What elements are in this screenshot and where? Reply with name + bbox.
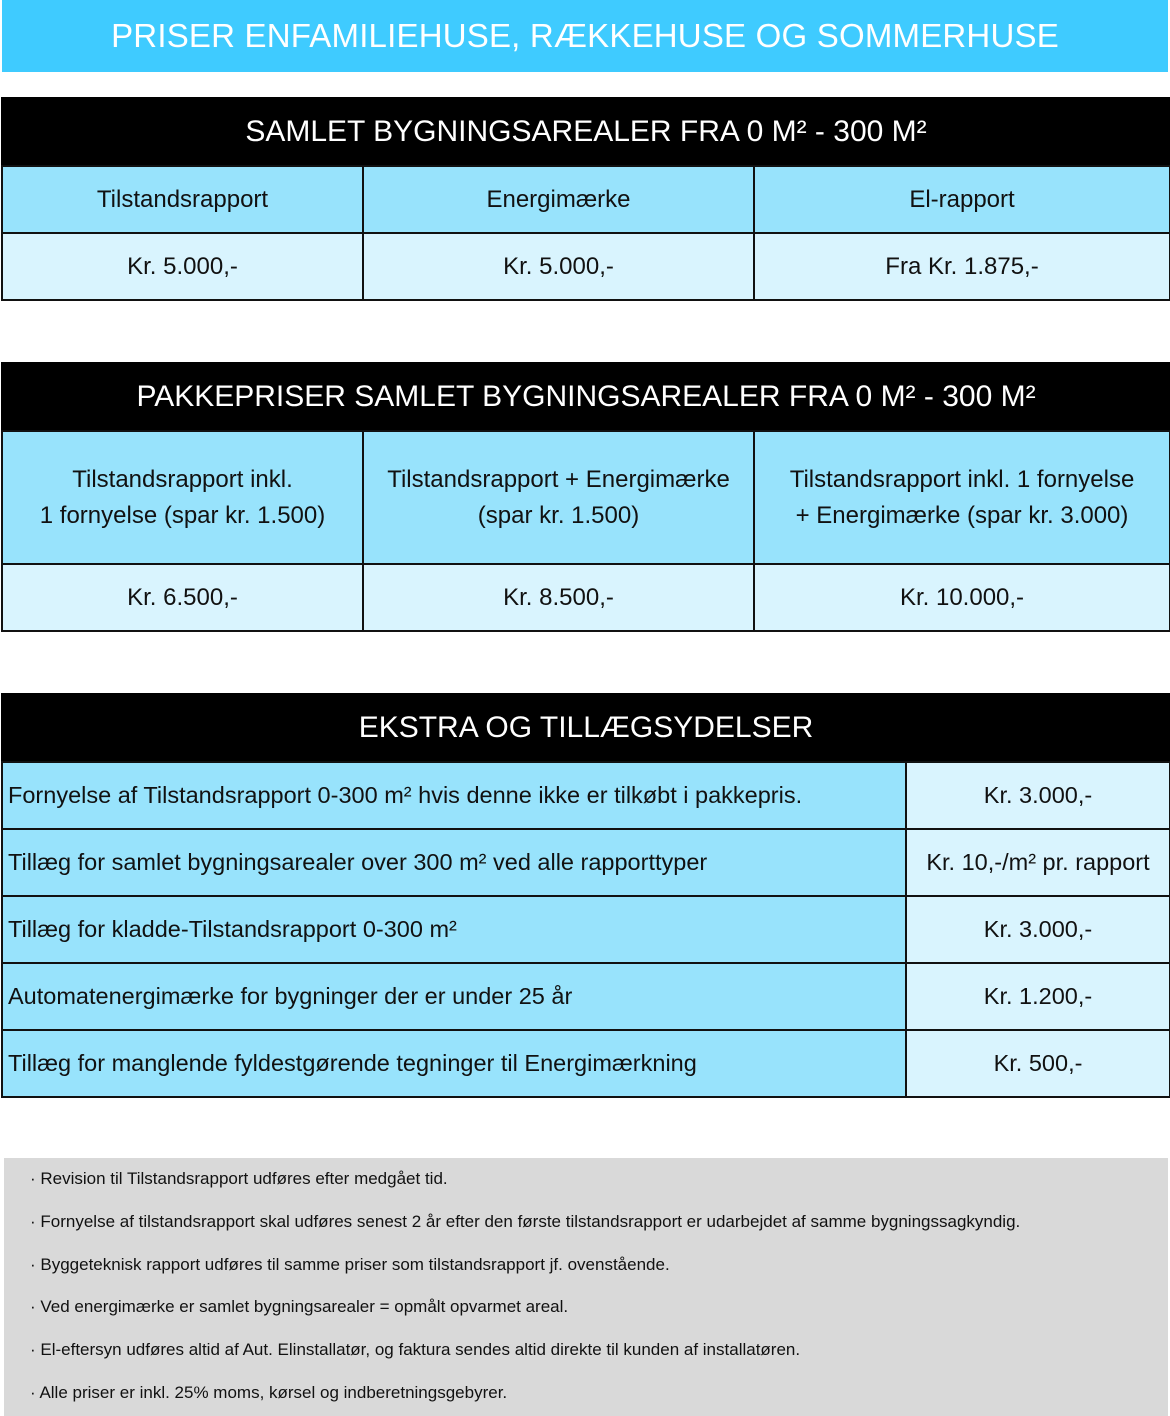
- extra-price: Kr. 3.000,-: [906, 896, 1170, 963]
- package-label-1-line2: 1 fornyelse (spar kr. 1.500): [39, 501, 326, 529]
- note-item: · El-eftersyn udføres altid af Aut. Elinstallatør, og faktura sendes altid direkte til kunden af installatøren.: [30, 1340, 801, 1360]
- table-row: [2, 896, 1170, 963]
- extra-description: Fornyelse af Tilstandsrapport 0-300 m² hvis denne ikke er tilkøbt i pakkepris.: [2, 762, 906, 829]
- price-energimaerke: Kr. 5.000,-: [363, 233, 754, 300]
- extra-description: Tillæg for samlet bygningsarealer over 300 m² ved alle rapporttyper: [2, 829, 906, 896]
- extra-price: Kr. 1.200,-: [906, 963, 1170, 1030]
- section-title-basic: SAMLET BYGNINGSAREALER FRA 0 M² - 300 M²: [2, 98, 1170, 166]
- package-label-1: [2, 431, 363, 564]
- table-row: [2, 829, 1170, 896]
- extra-description: Tillæg for kladde-Tilstandsrapport 0-300 m²: [2, 896, 906, 963]
- page-title-banner: [2, 0, 1168, 72]
- note-item: · Fornyelse af tilstandsrapport skal udføres senest 2 år efter den første tilstandsrapport er udarbejdet af samme bygningssagkyndig.: [30, 1211, 1021, 1231]
- page-title: PRISER ENFAMILIEHUSE, RÆKKEHUSE OG SOMMERHUSE: [111, 17, 1059, 54]
- price-table-basic: [1, 97, 1170, 301]
- section-title-extras: EKSTRA OG TILLÆGSYDELSER: [2, 694, 1170, 762]
- package-label-3: [754, 431, 1170, 564]
- package-price-3: Kr. 10.000,-: [754, 564, 1170, 631]
- package-label-1-line1: Tilstandsrapport inkl.: [72, 465, 293, 493]
- table-row: [2, 963, 1170, 1030]
- section-title-packages: PAKKEPRISER SAMLET BYGNINGSAREALER FRA 0 M² - 300 M²: [2, 363, 1170, 431]
- package-price-2: Kr. 8.500,-: [363, 564, 754, 631]
- price-el-rapport: Fra Kr. 1.875,-: [754, 233, 1170, 300]
- package-price-1: Kr. 6.500,-: [2, 564, 363, 631]
- package-label-2-line1: Tilstandsrapport + Energimærke: [387, 465, 730, 493]
- note-item: · Byggeteknisk rapport udføres til samme priser som tilstandsrapport jf. ovenstående.: [30, 1254, 670, 1274]
- extra-price: Kr. 500,-: [906, 1030, 1170, 1097]
- column-label-tilstandsrapport: Tilstandsrapport: [2, 166, 363, 233]
- note-item: · Alle priser er inkl. 25% moms, kørsel og indberetningsgebyrer.: [30, 1382, 508, 1402]
- extra-description: Tillæg for manglende fyldestgørende tegninger til Energimærkning: [2, 1030, 906, 1097]
- extra-price: Kr. 10,-/m² pr. rapport: [906, 829, 1170, 896]
- package-label-3-line1: Tilstandsrapport inkl. 1 fornyelse: [789, 465, 1135, 493]
- price-table-packages: [1, 362, 1170, 632]
- table-row: [2, 1030, 1170, 1097]
- package-label-2-line2: (spar kr. 1.500): [477, 501, 640, 529]
- note-item: · Revision til Tilstandsrapport udføres efter medgået tid.: [30, 1169, 448, 1188]
- package-label-2: [363, 431, 754, 564]
- note-item: · Ved energimærke er samlet bygningsarealer = opmålt opvarmet areal.: [30, 1297, 569, 1317]
- table-row: [2, 762, 1170, 829]
- column-label-energimaerke: Energimærke: [363, 166, 754, 233]
- extra-price: Kr. 3.000,-: [906, 762, 1170, 829]
- price-tilstandsrapport: Kr. 5.000,-: [2, 233, 363, 300]
- extra-description: Automatenergimærke for bygninger der er under 25 år: [2, 963, 906, 1030]
- notes-box: [4, 1158, 1168, 1416]
- column-label-el-rapport: El-rapport: [754, 166, 1170, 233]
- package-label-3-line2: + Energimærke (spar kr. 3.000): [795, 501, 1129, 529]
- price-table-extras: [1, 693, 1170, 1098]
